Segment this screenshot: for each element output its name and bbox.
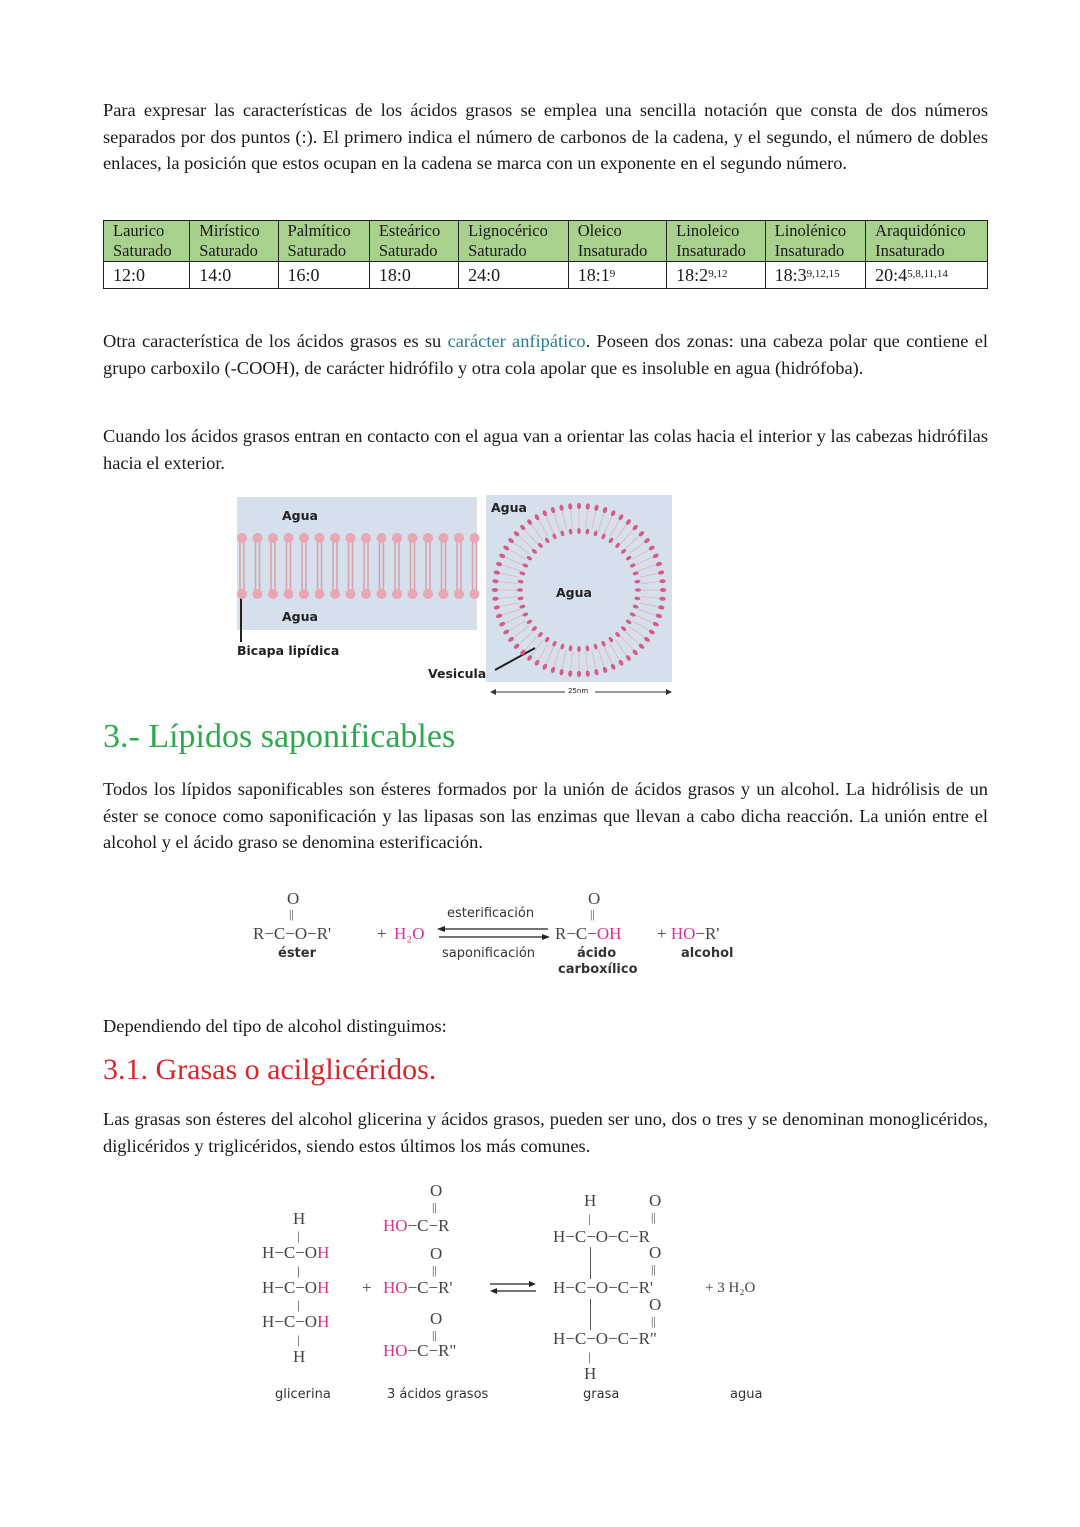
acid-name: Araquidónico [875,221,966,240]
lipid [660,588,666,592]
lipid [408,589,418,599]
rest: −C−R' [407,1278,453,1297]
fat-row-1: H−C−O−C−R [553,1227,650,1246]
lipid [377,533,387,543]
acid-type: Saturado [199,241,258,260]
ho: HO [383,1216,408,1235]
glycerol-row [262,1313,329,1331]
label-ester: éster [278,946,316,961]
lipid [268,533,278,543]
lipid [253,533,263,543]
oxygen: O [649,1191,662,1210]
table-row [104,262,988,289]
paragraph-anfipatico [103,328,988,381]
h-atom: H [584,1364,597,1383]
ester-formula: R−C−O−R' [253,924,332,943]
label-glicerina: glicerina [275,1387,331,1402]
rest: −C−R" [407,1341,457,1360]
acid-formula [555,925,621,943]
lipid [454,533,464,543]
fat-row-2: H−C−O−C−R' [553,1278,653,1297]
table-header-cell [104,221,190,262]
paragraph-saponificables: Todos los lípidos saponificables son ésteres formados por la unión de ácidos grasos y un alcohol. La hidrólisis de un éster se conoce como saponificación y las lipasas son las enzimas que llevan a cabo dicha reacción. La unión entre el alcohol y el ácido graso se denomina esterificación. [103,779,988,853]
table-header-cell [667,221,765,262]
lipid [346,533,356,543]
acid-name: Esteárico [378,221,441,240]
subsection-heading: 3.1. Grasas o acilglicéridos. [103,1053,437,1086]
double-bond: || [432,1263,437,1277]
double-bond: || [651,1262,656,1276]
lipid [517,588,523,592]
row: H−C−O [262,1312,318,1331]
alcohol-ho: HO [670,924,696,943]
bond: | [297,1228,300,1243]
bond: | [588,1349,591,1364]
lipid [470,589,480,599]
row: H−C−O [262,1278,318,1297]
acid-type: Insaturado [875,241,945,260]
acid-oh: OH [596,924,622,943]
label-agua: agua [730,1387,763,1402]
water: H₂O [394,924,425,943]
table-cell [866,262,988,289]
table-header-cell [278,221,369,262]
label-agua-outer: Agua [491,500,527,515]
alcohol-formula [657,925,719,943]
anfipatico-link[interactable]: carácter anfipático [447,331,586,351]
table-cell [765,262,865,289]
oxygen: O [588,889,601,908]
acid-name: Linolénico [774,221,847,240]
lipid [577,528,581,534]
section-heading: 3.- Lípidos saponificables [103,718,456,755]
acid-name: Laurico [113,221,165,240]
label-grasa: grasa [583,1387,620,1402]
alcohol-rest: −R' [695,924,720,943]
double-bond: || [289,907,294,921]
lipid [423,589,433,599]
rest: −C−R [407,1216,450,1235]
label-vesicula: Vesicula [428,666,487,681]
row: H−C−O [262,1243,318,1262]
label-carboxilico: carboxílico [558,962,638,977]
lipid [577,671,581,677]
bond-line [590,1299,591,1330]
notation: 20:4 [875,265,908,285]
lipid [361,589,371,599]
equilibrium-arrows [488,1281,538,1295]
label-alcohol: alcohol [681,946,734,961]
h: H [317,1278,330,1297]
acid-3 [383,1342,456,1360]
label-saponificacion: saponificación [442,946,536,961]
double-bond: || [432,1328,437,1342]
acid-name: Palmítico [287,221,351,240]
table-header-row [104,221,988,262]
notation: 12:0 [113,265,146,285]
ho: HO [383,1278,408,1297]
acid-type: Saturado [468,241,527,260]
paragraph-notation: Para expresar las características de los ácidos grasos se emplea una sencilla notación que consta de dos números separados por dos puntos (:). El primero indica el número de carbonos de la cadena, y el segundo, el número de dobles enlaces, la posición que estos ocupan en la cadena se marca con un exponente en el segundo número. [103,100,988,174]
label-acidos: 3 ácidos grasos [387,1387,489,1402]
plus: + [657,924,667,943]
plus: + [377,924,387,943]
bond: | [297,1263,300,1278]
lipid [577,646,581,652]
oxygen: O [430,1244,443,1263]
notation: 18:0 [378,265,411,285]
lipid [299,589,309,599]
notation: 18:3 [774,265,807,285]
notation: 24:0 [468,265,501,285]
table-header-cell [369,221,458,262]
label-agua-bottom: Agua [282,609,318,624]
lipid [635,588,641,592]
acid-name: Lignocérico [468,221,548,240]
oxygen: O [430,1309,443,1328]
glycerol-row [262,1279,329,1297]
h-atom: H [293,1347,306,1366]
lipid [315,589,325,599]
lipid [423,533,433,543]
lipid [361,533,371,543]
acid-name: Oleico [577,221,622,240]
table-cell [190,262,278,289]
lipid [392,533,402,543]
table-header-cell [765,221,865,262]
acid-type: Insaturado [676,241,746,260]
lipid [392,589,402,599]
paragraph-alcohol-type: Dependiendo del tipo de alcohol distinguimos: [103,1016,447,1036]
label-scale: 25nm [568,687,589,695]
h-atom: H [293,1209,306,1228]
notation: 14:0 [199,265,232,285]
text: Otra característica de los ácidos grasos es su [103,331,448,351]
table-header-cell [459,221,569,262]
scale-arrow-right [666,689,672,695]
notation: 16:0 [287,265,320,285]
notation: 18:2 [676,265,709,285]
double-bond: || [651,1210,656,1224]
fat-row-3: H−C−O−C−R" [553,1329,657,1348]
ho: HO [383,1341,408,1360]
label-agua-inner: Agua [556,585,592,600]
notation-exponent: 5,8,11,14 [907,268,948,280]
bond: | [588,1211,591,1226]
paragraph-orientation: Cuando los ácidos grasos entran en contacto con el agua van a orientar las colas hacia el interior y las cabezas hidrófilas hacia el exterior. [103,426,988,473]
oxygen: O [430,1181,443,1200]
bond: | [297,1297,300,1312]
acid-1 [383,1217,449,1235]
lipid [268,589,278,599]
scale-arrow-left [490,689,496,695]
acid-type: Saturado [287,241,347,260]
table-cell [459,262,569,289]
bond: | [297,1332,300,1347]
notation-exponent: 9,12,15 [806,268,840,280]
lipid [284,533,294,543]
bond-line [590,1247,591,1279]
label-bicapa: Bicapa lipídica [237,643,340,658]
water: + 3 H₂O [705,1280,756,1296]
lipid [377,589,387,599]
lipid [299,533,309,543]
lipid [346,589,356,599]
acid-type: Insaturado [774,241,845,260]
h: H [317,1312,330,1331]
h: H [317,1243,330,1262]
notation: 18:1 [577,265,610,285]
lipid [330,589,340,599]
table-cell [568,262,666,289]
label-agua-top: Agua [282,508,318,523]
label-acido: ácido [577,946,617,961]
lipid [315,533,325,543]
paragraph-grasas: Las grasas son ésteres del alcohol glicerina y ácidos grasos, pueden ser uno, dos o tres y se denominan monoglicéridos, diglicéridos y triglicéridos, siendo estos últimos los más comunes. [103,1109,988,1156]
label-esterificacion: esterificación [447,906,535,921]
lipid [284,589,294,599]
h-atom: H [584,1191,597,1210]
table-header-cell [568,221,666,262]
notation-exponent: 9 [609,268,616,280]
lipid [237,589,247,599]
table-header-cell [190,221,278,262]
lipid [470,533,480,543]
acid-2 [383,1279,452,1297]
table-cell [667,262,765,289]
acid-type: Saturado [113,241,172,260]
acid-name: Linoleico [676,221,740,240]
lipid [577,503,581,509]
lipid [253,589,263,599]
table-cell [278,262,369,289]
oxygen: O [649,1243,662,1262]
text: . Poseen dos zonas: una cabeza polar que contiene el grupo carboxilo (-COOH), de carácter hidrófilo y otra cola apolar que es insoluble en agua (hidrófoba). [103,331,989,378]
glycerol-row [262,1244,329,1262]
notation-exponent: 9,12 [708,268,728,280]
plus: + [362,1278,372,1297]
equilibrium-arrows [436,925,551,941]
table-cell [104,262,190,289]
acid-part: R−C− [555,924,597,943]
fatty-acids-table [103,220,988,289]
double-bond: || [432,1200,437,1214]
lipid [439,589,449,599]
oxygen: O [287,889,300,908]
table-header-cell [866,221,988,262]
acid-name: Mirístico [199,221,260,240]
lipid [454,589,464,599]
oxygen: O [649,1295,662,1314]
table-cell [369,262,458,289]
lipid [330,533,340,543]
lipid [492,588,498,592]
lipid [408,533,418,543]
lipid [237,533,247,543]
lipid [439,533,449,543]
double-bond: || [651,1314,656,1328]
double-bond: || [590,907,595,921]
acid-type: Saturado [378,241,438,260]
acid-type: Insaturado [577,241,648,260]
